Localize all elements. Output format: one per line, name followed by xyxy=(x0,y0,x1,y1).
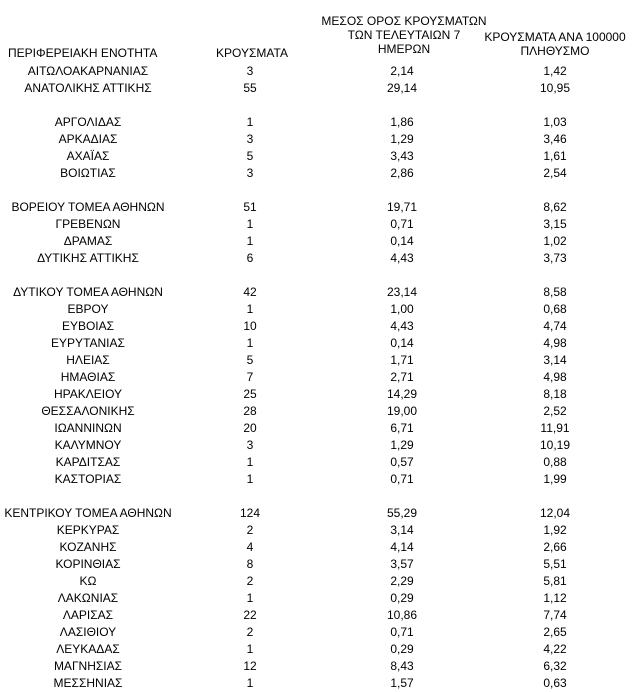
seven-day-average-cell: 2,29 xyxy=(390,574,414,588)
cases-cell: 20 xyxy=(243,421,257,435)
per-100000-cell: 4,74 xyxy=(543,319,567,333)
region-cell: ΚΩ xyxy=(79,574,97,588)
table-row xyxy=(0,131,635,148)
seven-day-average-cell: 0,71 xyxy=(390,625,414,639)
per-100000-cell: 6,32 xyxy=(543,659,567,673)
per-100000-cell: 4,98 xyxy=(543,370,567,384)
table-row xyxy=(0,539,635,556)
cases-cell: 4 xyxy=(246,540,254,554)
cases-cell: 12 xyxy=(243,659,257,673)
cases-cell: 10 xyxy=(243,319,257,333)
group-spacer xyxy=(0,182,635,199)
table-row xyxy=(0,437,635,454)
header-cases xyxy=(210,46,294,60)
region-cell: ΗΡΑΚΛΕΙΟΥ xyxy=(53,387,123,401)
region-cell: ΚΑΛΥΜΝΟΥ xyxy=(54,438,122,452)
region-cell: ΑΝΑΤΟΛΙΚΗΣ ΑΤΤΙΚΗΣ xyxy=(24,81,152,95)
table-row xyxy=(0,199,635,216)
cases-cell: 1 xyxy=(246,472,254,486)
per-100000-cell: 1,42 xyxy=(543,64,567,78)
per-100000-cell: 8,62 xyxy=(543,200,567,214)
per-100000-cell: 3,46 xyxy=(543,132,567,146)
cases-cell: 28 xyxy=(243,404,257,418)
cases-cell: 1 xyxy=(246,115,254,129)
data-table-body xyxy=(0,63,635,692)
region-cell: ΚΟΖΑΝΗΣ xyxy=(59,540,117,554)
table-row xyxy=(0,386,635,403)
per-100000-cell: 3,14 xyxy=(543,353,567,367)
region-cell: ΘΕΣΣΑΛΟΝΙΚΗΣ xyxy=(41,404,135,418)
seven-day-average-cell: 14,29 xyxy=(386,387,418,401)
seven-day-average-cell: 4,43 xyxy=(390,251,414,265)
per-100000-cell: 12,04 xyxy=(539,506,571,520)
seven-day-average-cell: 2,71 xyxy=(390,370,414,384)
per-100000-cell: 5,51 xyxy=(543,557,567,571)
header-region-label: ΠΕΡΙΦΕΡΕΙΑΚΗ ΕΝΟΤΗΤΑ xyxy=(8,46,158,60)
table-row xyxy=(0,471,635,488)
seven-day-average-cell: 0,14 xyxy=(390,336,414,350)
table-row xyxy=(0,216,635,233)
seven-day-average-cell: 3,57 xyxy=(390,557,414,571)
cases-cell: 8 xyxy=(246,557,254,571)
table-row xyxy=(0,505,635,522)
region-cell: ΔΡΑΜΑΣ xyxy=(63,234,113,248)
table-row xyxy=(0,335,635,352)
header-region xyxy=(8,46,188,60)
region-cell: ΗΛΕΙΑΣ xyxy=(66,353,110,367)
per-100000-cell: 2,65 xyxy=(543,625,567,639)
seven-day-average-cell: 0,29 xyxy=(390,642,414,656)
cases-cell: 1 xyxy=(246,642,254,656)
region-cell: ΕΥΡΥΤΑΝΙΑΣ xyxy=(51,336,125,350)
seven-day-average-cell: 8,43 xyxy=(390,659,414,673)
cases-cell: 1 xyxy=(246,676,254,690)
per-100000-cell: 10,19 xyxy=(539,438,571,452)
table-row xyxy=(0,675,635,692)
per-100000-cell: 2,54 xyxy=(543,166,567,180)
region-cell: ΒΟΡΕΙΟΥ ΤΟΜΕΑ ΑΘΗΝΩΝ xyxy=(11,200,165,214)
seven-day-average-cell: 1,00 xyxy=(390,302,414,316)
per-100000-cell: 8,18 xyxy=(543,387,567,401)
table-row xyxy=(0,641,635,658)
cases-cell: 1 xyxy=(246,302,254,316)
cases-cell: 22 xyxy=(243,608,257,622)
table-row xyxy=(0,80,635,97)
seven-day-average-cell: 1,29 xyxy=(390,132,414,146)
table-row xyxy=(0,573,635,590)
cases-cell: 6 xyxy=(246,251,254,265)
region-cell: ΚΕΡΚΥΡΑΣ xyxy=(56,523,120,537)
per-100000-cell: 11,91 xyxy=(540,421,570,435)
per-100000-cell: 4,22 xyxy=(543,642,567,656)
group-spacer xyxy=(0,488,635,505)
region-cell: ΑΙΤΩΛΟΑΚΑΡΝΑΝΙΑΣ xyxy=(27,64,149,78)
table-row xyxy=(0,454,635,471)
header-avg-line-3: ΗΜΕΡΩΝ xyxy=(377,42,431,56)
table-row xyxy=(0,420,635,437)
table-row xyxy=(0,624,635,641)
region-cell: ΜΕΣΣΗΝΙΑΣ xyxy=(53,676,123,690)
per-100000-cell: 1,03 xyxy=(543,115,567,129)
region-cell: ΙΩΑΝΝΙΝΩΝ xyxy=(54,421,122,435)
region-cell: ΗΜΑΘΙΑΣ xyxy=(60,370,116,384)
table-row xyxy=(0,318,635,335)
seven-day-average-cell: 29,14 xyxy=(386,81,418,95)
seven-day-average-cell: 3,14 xyxy=(390,523,414,537)
table-row xyxy=(0,165,635,182)
table-row xyxy=(0,556,635,573)
region-cell: ΓΡΕΒΕΝΩΝ xyxy=(55,217,121,231)
table-row xyxy=(0,114,635,131)
cases-cell: 124 xyxy=(239,506,261,520)
region-cell: ΕΥΒΟΙΑΣ xyxy=(61,319,115,333)
table-row xyxy=(0,301,635,318)
table-row xyxy=(0,369,635,386)
region-cell: ΑΡΚΑΔΙΑΣ xyxy=(58,132,118,146)
per-100000-cell: 0,68 xyxy=(543,302,567,316)
per-100000-cell: 8,58 xyxy=(543,285,567,299)
cases-cell: 2 xyxy=(246,625,254,639)
table-row xyxy=(0,607,635,624)
per-100000-cell: 1,61 xyxy=(543,149,567,163)
region-cell: ΚΟΡΙΝΘΙΑΣ xyxy=(55,557,121,571)
region-cell: ΚΕΝΤΡΙΚΟΥ ΤΟΜΕΑ ΑΘΗΝΩΝ xyxy=(4,506,172,520)
cases-cell: 2 xyxy=(246,574,254,588)
per-100000-cell: 7,74 xyxy=(543,608,567,622)
region-cell: ΛΑΡΙΣΑΣ xyxy=(62,608,114,622)
table-row xyxy=(0,658,635,675)
cases-cell: 1 xyxy=(246,455,254,469)
cases-cell: 5 xyxy=(246,353,254,367)
region-cell: ΑΧΑΪΑΣ xyxy=(66,149,110,163)
seven-day-average-cell: 0,71 xyxy=(390,472,414,486)
region-cell: ΜΑΓΝΗΣΙΑΣ xyxy=(53,659,123,673)
seven-day-average-cell: 6,71 xyxy=(390,421,414,435)
cases-cell: 7 xyxy=(246,370,254,384)
cases-cell: 3 xyxy=(246,132,254,146)
seven-day-average-cell: 4,14 xyxy=(390,540,414,554)
seven-day-average-cell: 55,29 xyxy=(386,506,418,520)
header-cases-label: ΚΡΟΥΣΜΑΤΑ xyxy=(216,46,288,60)
header-seven-day-average xyxy=(318,14,490,56)
table-row xyxy=(0,148,635,165)
per-100000-cell: 1,12 xyxy=(543,591,567,605)
header-cases-per-100000 xyxy=(470,30,635,58)
table-row xyxy=(0,63,635,80)
per-100000-cell: 3,73 xyxy=(543,251,567,265)
seven-day-average-cell: 0,29 xyxy=(390,591,414,605)
seven-day-average-cell: 3,43 xyxy=(390,149,414,163)
region-cell: ΑΡΓΟΛΙΔΑΣ xyxy=(54,115,122,129)
per-100000-cell: 1,92 xyxy=(543,523,567,537)
per-100000-cell: 5,81 xyxy=(543,574,567,588)
region-cell: ΛΑΚΩΝΙΑΣ xyxy=(57,591,119,605)
cases-cell: 51 xyxy=(243,200,257,214)
cases-cell: 55 xyxy=(243,81,257,95)
per-100000-cell: 0,88 xyxy=(543,455,567,469)
table-row xyxy=(0,233,635,250)
per-100000-cell: 3,15 xyxy=(543,217,567,231)
region-cell: ΛΕΥΚΑΔΑΣ xyxy=(56,642,120,656)
per-100000-cell: 0,63 xyxy=(543,676,567,690)
cases-cell: 5 xyxy=(246,149,254,163)
seven-day-average-cell: 1,71 xyxy=(390,353,414,367)
cases-cell: 1 xyxy=(246,591,254,605)
per-100000-cell: 2,52 xyxy=(543,404,567,418)
seven-day-average-cell: 4,43 xyxy=(390,319,414,333)
per-100000-cell: 1,02 xyxy=(543,234,567,248)
per-100000-cell: 2,66 xyxy=(543,540,567,554)
seven-day-average-cell: 19,00 xyxy=(386,404,418,418)
table-row xyxy=(0,352,635,369)
cases-cell: 1 xyxy=(246,234,254,248)
header-avg-line-1: ΜΕΣΟΣ ΟΡΟΣ ΚΡΟΥΣΜΑΤΩΝ xyxy=(321,14,487,28)
region-cell: ΔΥΤΙΚΟΥ ΤΟΜΕΑ ΑΘΗΝΩΝ xyxy=(13,285,163,299)
cases-cell: 1 xyxy=(246,336,254,350)
per-100000-cell: 4,98 xyxy=(543,336,567,350)
table-row xyxy=(0,284,635,301)
table-row xyxy=(0,403,635,420)
seven-day-average-cell: 0,14 xyxy=(390,234,414,248)
table-row xyxy=(0,250,635,267)
region-cell: ΛΑΣΙΘΙΟΥ xyxy=(59,625,117,639)
cases-cell: 3 xyxy=(246,166,254,180)
cases-cell: 3 xyxy=(246,64,254,78)
seven-day-average-cell: 19,71 xyxy=(386,200,418,214)
table-row xyxy=(0,590,635,607)
seven-day-average-cell: 23,14 xyxy=(386,285,418,299)
seven-day-average-cell: 0,57 xyxy=(390,455,414,469)
cases-cell: 42 xyxy=(243,285,257,299)
table-row xyxy=(0,522,635,539)
seven-day-average-cell: 0,71 xyxy=(390,217,414,231)
header-per-line-1: ΚΡΟΥΣΜΑΤΑ ΑΝΑ 100000 xyxy=(484,30,626,44)
seven-day-average-cell: 1,29 xyxy=(390,438,414,452)
group-spacer xyxy=(0,97,635,114)
seven-day-average-cell: 2,86 xyxy=(390,166,414,180)
header-avg-line-2: ΤΩΝ ΤΕΛΕΥΤΑΙΩΝ 7 xyxy=(347,28,461,42)
cases-cell: 25 xyxy=(243,387,257,401)
region-cell: ΔΥΤΙΚΗΣ ΑΤΤΙΚΗΣ xyxy=(37,251,139,265)
seven-day-average-cell: 1,86 xyxy=(390,115,414,129)
header-per-line-2: ΠΛΗΘΥΣΜΟ xyxy=(520,44,590,58)
region-cell: ΚΑΡΔΙΤΣΑΣ xyxy=(55,455,121,469)
cases-cell: 1 xyxy=(246,217,254,231)
region-cell: ΒΟΙΩΤΙΑΣ xyxy=(60,166,116,180)
per-100000-cell: 10,95 xyxy=(539,81,571,95)
seven-day-average-cell: 10,86 xyxy=(386,608,418,622)
group-spacer xyxy=(0,267,635,284)
region-cell: ΚΑΣΤΟΡΙΑΣ xyxy=(54,472,122,486)
region-cell: ΕΒΡΟΥ xyxy=(67,302,109,316)
cases-cell: 2 xyxy=(246,523,254,537)
cases-cell: 3 xyxy=(246,438,254,452)
per-100000-cell: 1,99 xyxy=(543,472,567,486)
seven-day-average-cell: 1,57 xyxy=(390,676,414,690)
seven-day-average-cell: 2,14 xyxy=(390,64,414,78)
